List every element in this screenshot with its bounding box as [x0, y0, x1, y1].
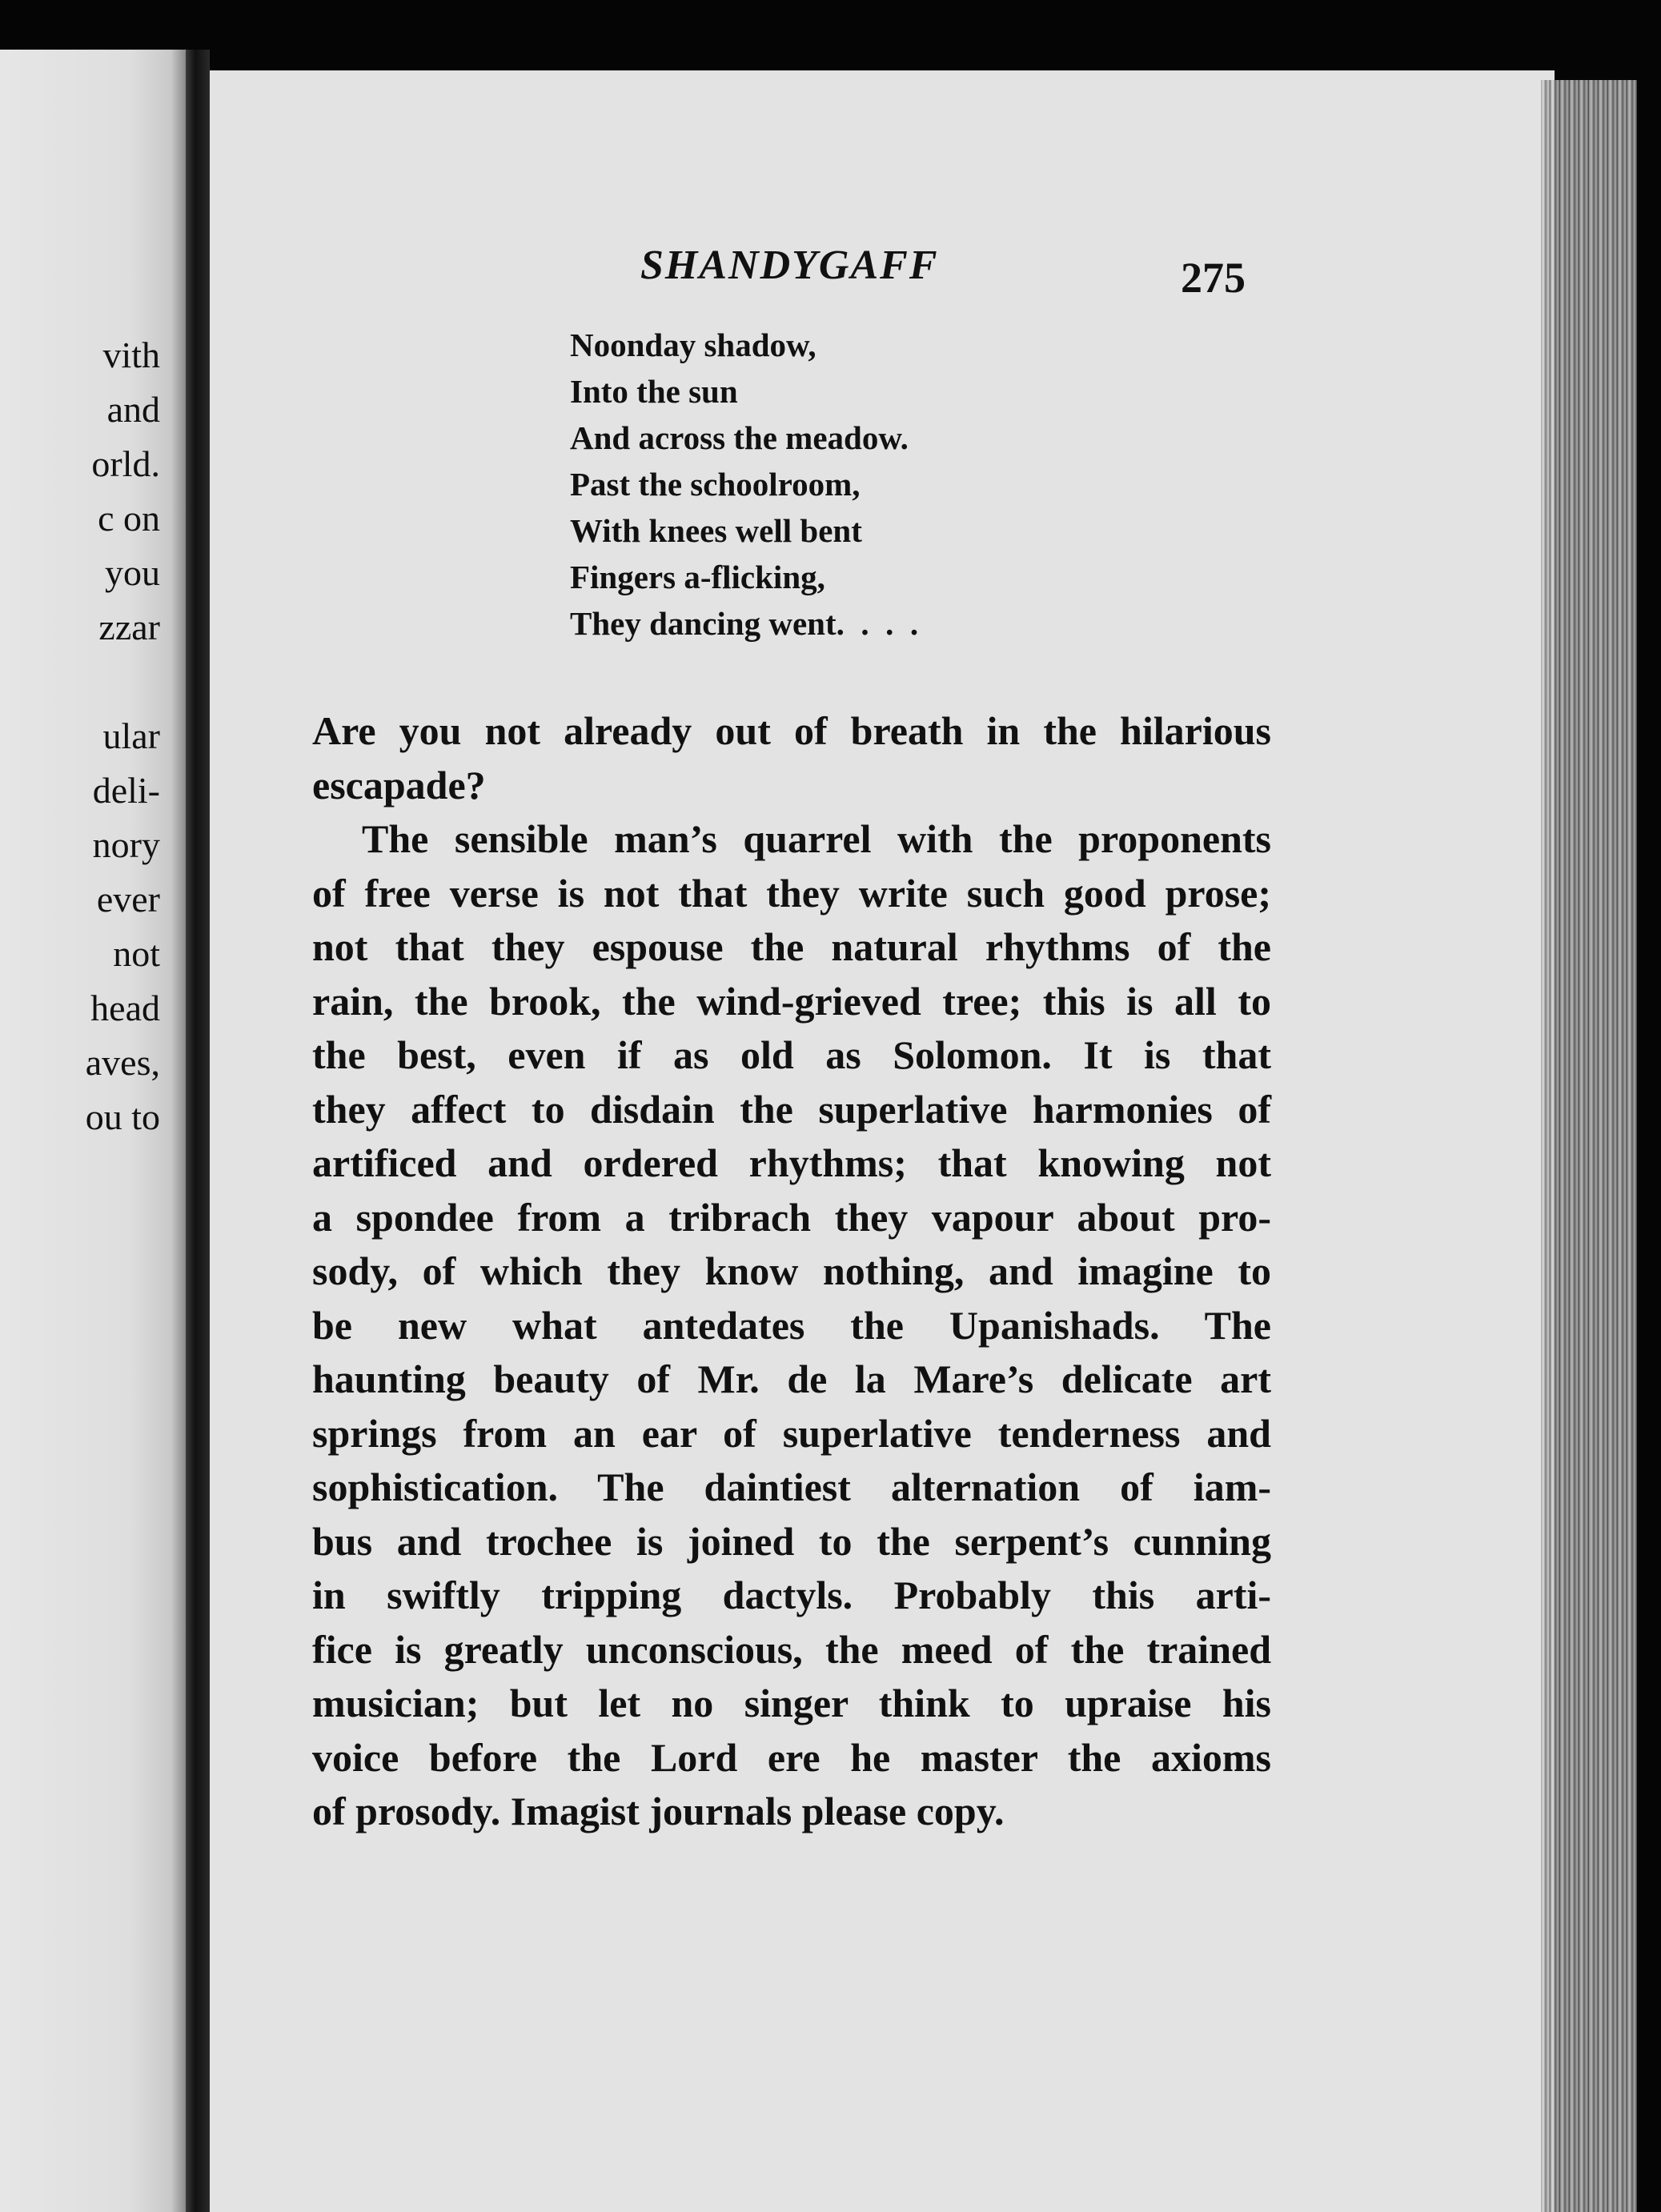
left-facing-page: [0, 50, 186, 2212]
text-line: escapade?: [312, 762, 486, 807]
verse-line: They dancing went. . . .: [570, 605, 919, 642]
verse-line: Fingers a-flicking,: [570, 559, 825, 595]
left-line: nory: [92, 824, 160, 865]
text-line: rain, the brook, the wind-grieved tree; this is all to: [312, 978, 1271, 1024]
text-line: voice before the Lord ere he master the axioms: [312, 1734, 1271, 1780]
page-edges: [1541, 80, 1637, 2212]
text-line: haunting beauty of Mr. de la Mare’s delicate art: [312, 1356, 1271, 1401]
verse-line: Noonday shadow,: [570, 327, 816, 363]
paragraph-2: [312, 812, 1271, 1839]
text-line: bus and trochee is joined to the serpent’s cunning: [312, 1518, 1271, 1564]
left-line: ou to: [85, 1096, 160, 1137]
text-line: fice is greatly unconscious, the meed of the trained: [312, 1626, 1271, 1672]
running-title: SHANDYGAFF: [640, 242, 939, 288]
text-line: of free verse is not that they write such good prose;: [312, 870, 1271, 916]
text-line: a spondee from a tribrach they vapour about pro-: [312, 1194, 1271, 1240]
left-line: head: [90, 988, 160, 1028]
left-line: ever: [96, 879, 160, 920]
text-line: musician; but let no singer think to upraise his: [312, 1681, 1271, 1725]
text-line: be new what antedates the Upanishads. The: [312, 1302, 1271, 1348]
text-line: they affect to disdain the superlative harmonies of: [312, 1086, 1271, 1132]
left-line: ular: [102, 715, 160, 756]
left-line: vith: [102, 335, 160, 375]
left-line: not: [113, 933, 160, 974]
left-line: zzar: [98, 607, 160, 647]
paragraph-1: [312, 704, 1271, 812]
book-gutter: [186, 50, 210, 2212]
left-line: you: [105, 552, 160, 593]
text-line: The sensible man’s quarrel with the proponents: [362, 816, 1271, 861]
text-line: not that they espouse the natural rhythms of the: [312, 924, 1271, 969]
verse-line: And across the meadow.: [570, 419, 909, 456]
left-line: c on: [98, 498, 160, 539]
left-line: and: [106, 389, 160, 430]
text-line: artificed and ordered rhythms; that knowing not: [312, 1140, 1271, 1185]
page-number: 275: [1181, 254, 1246, 302]
left-line: aves,: [85, 1042, 160, 1083]
verse-line: With knees well bent: [570, 512, 862, 549]
text-line: the best, even if as old as Solomon. It is that: [312, 1032, 1271, 1077]
left-line: orld.: [91, 443, 160, 484]
text-line: springs from an ear of superlative tenderness and: [312, 1410, 1271, 1456]
text-line: sody, of which they know nothing, and imagine to: [312, 1248, 1271, 1293]
verse-block: [570, 322, 918, 647]
text-line: of prosody. Imagist journals please copy.: [312, 1789, 1005, 1833]
verse-line: Into the sun: [570, 373, 738, 410]
left-line: deli-: [92, 770, 160, 811]
verse-line: Past the schoolroom,: [570, 466, 861, 503]
text-line: sophistication. The daintiest alternation of iam-: [312, 1465, 1271, 1509]
body-text: [312, 704, 1271, 1839]
left-page-text: [86, 328, 160, 1144]
text-line: Are you not already out of breath in the hilarious: [312, 708, 1271, 753]
text-line: in swiftly tripping dactyls. Probably this arti-: [312, 1573, 1271, 1617]
